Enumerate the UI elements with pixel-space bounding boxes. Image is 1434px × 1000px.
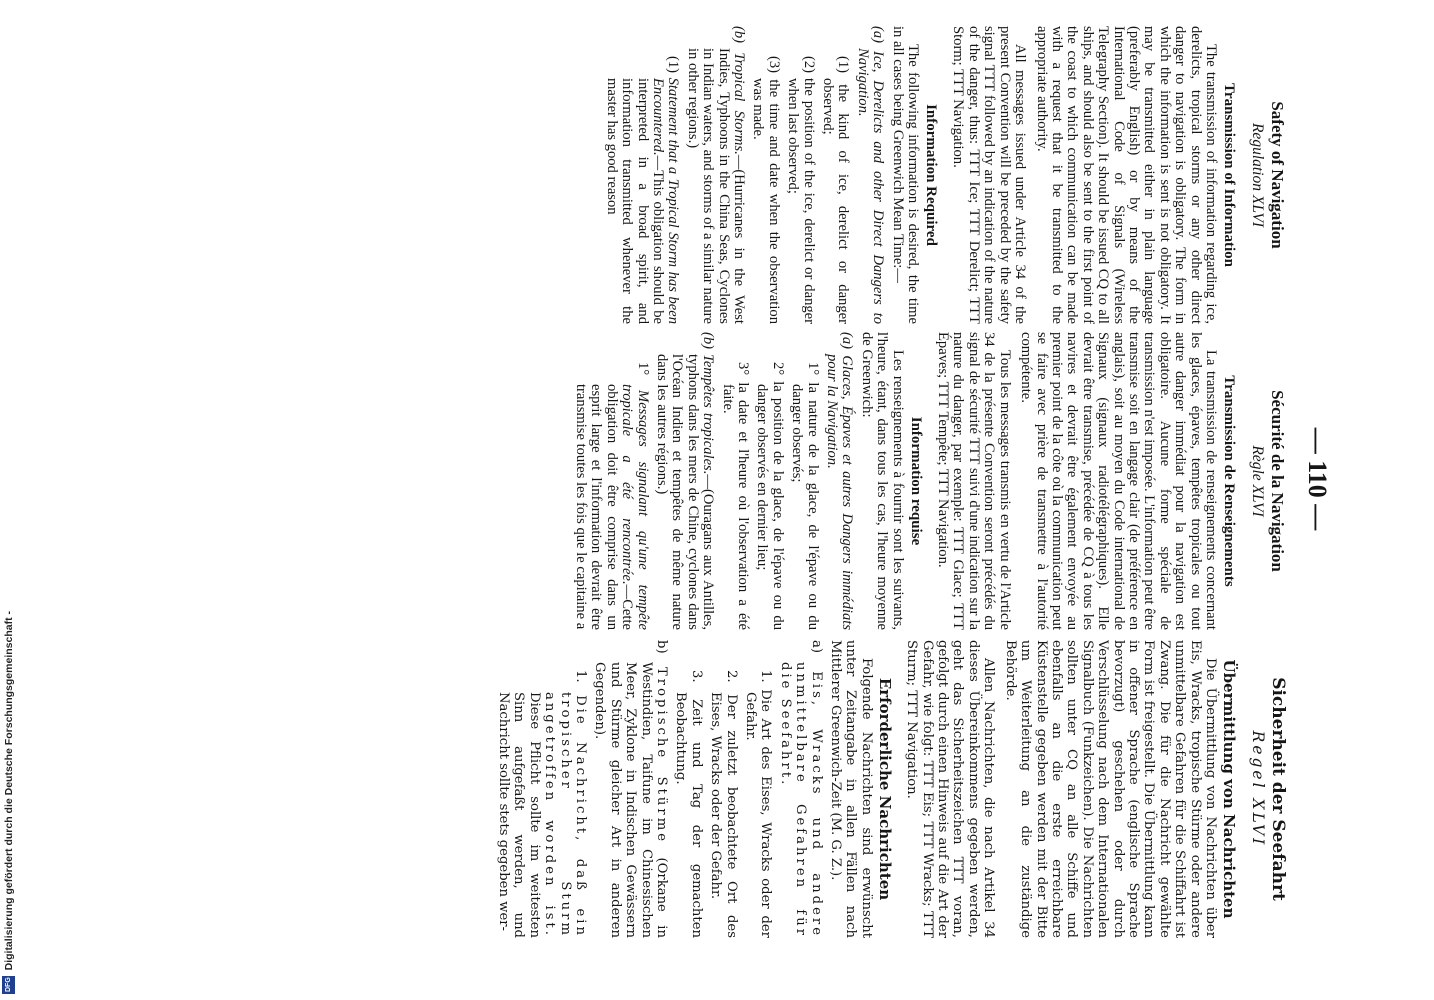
english-item-b-title: Tropical Storms. [731, 52, 748, 155]
german-item-a-text: Eis, Wracks und andere unmittelbare Gefahren für die Seefahrt. [777, 662, 824, 938]
german-item-b1-label: 1. [572, 670, 588, 683]
english-column [248, 26, 1288, 324]
page-number: — 110 — [1303, 427, 1332, 531]
french-regulation: Règle XLVI [1249, 445, 1266, 517]
french-item-b-text: —(Ouragans aux Antilles, typhons dans les mers de Chine, cyclones dans l'Océan Indien et tempêtes de même nature dans les autres régions.) [654, 354, 717, 630]
german-item-a1: 1. Die Art des Eises, Wracks oder der Gefahr. [743, 670, 774, 938]
german-paragraph-3: Folgende Nachrichten sind erwünscht unter Zeitangabe in allen Fällen nach Mittlerer Greenwich-Zeit (M. G. Z.). [828, 640, 874, 938]
english-item-b [684, 26, 748, 324]
french-item-b-title: Tempêtes tropicales. [700, 354, 717, 475]
french-paragraph-1: La transmission de renseignements concernant les glaces, épaves, tempêtes tropicales ou tout autre danger immédiat pour la navigation est obligatoire. Aucune forme spéciale de transmission n'est imposée. L'information peut être transmise soit en langage clair (de préférence en anglais), soit au moyen du Code international de Signaux (signaux radiotélégraphiques). Elle devrait être transmise, précédée de CQ à tous les navires et devrait être également envoyée au premier point de la côte où la communication peut se faire avec prière de transmettre à l'autorité compétente. [1018, 332, 1219, 630]
english-item-b-label: (b) [731, 26, 748, 44]
german-item-a2: 2. Der zuletzt beobachtete Ort des Eises, Wracks oder der Gefahr. [708, 670, 739, 938]
english-item-a2: (2) the position of the ice, derelict or danger when last observed; [785, 56, 817, 324]
french-item-a1: 1° la nature de la glace, de l'épave ou du danger observés; [789, 362, 821, 630]
german-regulation: Regel XLVI [1249, 730, 1267, 848]
french-item-b [654, 332, 717, 630]
dfg-logo: DFG [2, 976, 15, 994]
french-paragraph-3: Les renseignements à fournir sont les suivants, l'heure, étant, dans tous les cas, l'heure moyenne de Greenwich: [858, 332, 906, 630]
english-item-b1-text: —This obligation should be interpreted in a broad spirit, and information transmitted whenever the master has good reason [603, 78, 666, 324]
digitization-credit: Digitalisierung gefördert durch die Deutsche Forschungsgemeinschaft - [3, 610, 15, 970]
digitization-footer [2, 594, 16, 994]
english-paragraph-1: The transmission of information regarding ice, derelicts, tropical storms or any other direct danger to navigation is obligatory. The form in which the information is sent is not obligatory. It may be transmitted either in plain language (preferably English) or by means of the International Code of Signals (Wireless Telegraphy Section). It should be issued CQ to all ships, and should also be sent to the first point of the coast to which communication can be made with a request that it be transmitted to the appropriate authority. [1033, 26, 1219, 324]
german-item-a-label: a) [808, 640, 824, 654]
english-item-b1-title: Statement that a Tropical Storm has been Encountered. [650, 77, 682, 324]
english-item-b1 [603, 56, 682, 324]
english-section-information: Information Required [923, 104, 940, 246]
french-column [248, 332, 1288, 630]
english-paragraph-3: The following information is desired, the time in all cases being Greenwich Mean Time:— [889, 26, 922, 324]
english-item-b1-label: (1) [665, 56, 682, 74]
french-item-b-label: (b) [700, 332, 717, 350]
english-item-a-label: (a) [870, 26, 887, 44]
german-section-transmission: Übermittlung von Nachrichten [1220, 659, 1238, 919]
french-paragraph-2: Tous les messages transmis en vertu de l'Article 34 de la présente Convention seront précédés du signal de sécurité TTT suivi d'une indication sur la nature du danger, par exemple: TTT Glace; TTT Épaves; TTT Tempête; TTT Navigation. [935, 332, 1013, 630]
french-item-b1 [572, 362, 651, 630]
german-item-b [592, 640, 669, 938]
english-item-a-text: Ice, Derelicts and other Direct Dangers to Navigation. [854, 48, 887, 324]
german-item-a [777, 640, 824, 938]
german-paragraph-2: Allen Nachrichten, die nach Artikel 34 dieses Übereinkommens gegeben werden, geht das Sicherheitszeichen TTT voran, gefolgt durch einen Hinweis auf die Art der Gefahr, wie folgt: TTT Eis; TTT Wracks; TTT Sturm; TTT Navigation. [904, 640, 997, 938]
english-section-transmission: Transmission of Information [1221, 83, 1237, 267]
french-title: Sécurité de la Navigation [1268, 390, 1287, 572]
german-section-information: Erforderliche Nachrichten [875, 677, 894, 901]
french-item-a3: 3° la date et l'heure où l'observation a été faite. [719, 362, 752, 630]
french-item-b1-title: Messages signalant qu'une tempête tropicale a été rencontrée. [619, 384, 651, 630]
french-item-a2: 2° la position de la glace, de l'épave ou du danger observés en dernier lieu; [754, 362, 786, 630]
german-item-b1 [495, 670, 588, 938]
french-section-transmission: Transmission de Renseignements [1221, 375, 1237, 587]
english-item-a [854, 26, 887, 324]
english-title: Safety of Navigation [1268, 101, 1287, 249]
french-section-information: Information requise [907, 416, 924, 546]
german-item-b-label: b) [654, 640, 669, 654]
german-column [248, 640, 1288, 938]
english-item-b-text: —(Hurricanes in the West Indies, Typhoons in the China Seas, Cyclones in Indian waters, and storms of a similar nature in other regions.) [684, 48, 748, 324]
french-item-a [824, 332, 856, 630]
german-item-b-text: (Orkane in Westindien, Taifune im Chinesischen Meer, Zyklone in Indischen Gewässern und Stürme gleicher Art in anderen Gegenden). [592, 662, 669, 938]
english-item-a1: (1) the kind of ice, derelict or danger observed; [820, 56, 852, 324]
english-regulation: Regulation XLVI [1249, 122, 1266, 228]
german-item-a3: 3. Zeit und Tag der gemachten Beobachtung. [673, 670, 704, 938]
french-item-b1-label: 1° [634, 362, 651, 376]
english-paragraph-2: All messages issued under Article 34 of the present Convention will be preceded by the safety signal TTT followed by an indication of the nature of the danger, thus: TTT Ice; TTT Derelict; TTT Storm; TTT Navigation. [950, 26, 1029, 324]
rotated-document-page [234, 14, 1334, 944]
german-item-b1-title: Die Nachricht, daß ein tropischer Sturm angetroffen worden ist. [542, 692, 588, 938]
french-item-b1-text: —Cette obligation doit être comprise dans un esprit large et l'information devrait être transmise toutes les fois que le capitaine a [572, 384, 636, 630]
french-item-a-label: (a) [839, 332, 856, 350]
german-paragraph-1: Die Übermittlung von Nachrichten über Eis, Wracks, tropische Stürme oder andere unmittelbare Gefahren für die Schiffahrt ist Zwang. Die für die Nachricht gewählte Form ist freigestellt. Die Übermittlung kann in offener Sprache (englische Sprache bevorzugt) geschehen oder durch Verschlüsselung nach dem Internationalen Signalbuch (Funkzeichen). Die Nachrichten sollten unter CQ an alle Schiffe und ebenfalls an die erste erreichbare Küstenstelle gegeben werden mit der Bitte um Weiterleitung an die zuständige Behörde. [1002, 640, 1218, 938]
german-item-b-title: Tropische Stürme [654, 667, 669, 845]
french-item-a-text: Glaces, Épaves et autres Dangers immédiats pour la Navigation. [824, 354, 856, 630]
german-item-b1-text: Diese Pflicht sollte im weitesten Sinn aufgefaßt werden, und Nachricht sollte stets gegeben wer- [495, 692, 542, 938]
english-item-a3: (3) the time and date when the observation was made. [750, 56, 782, 324]
german-title: Sicherheit der Seefahrt [1268, 677, 1288, 901]
